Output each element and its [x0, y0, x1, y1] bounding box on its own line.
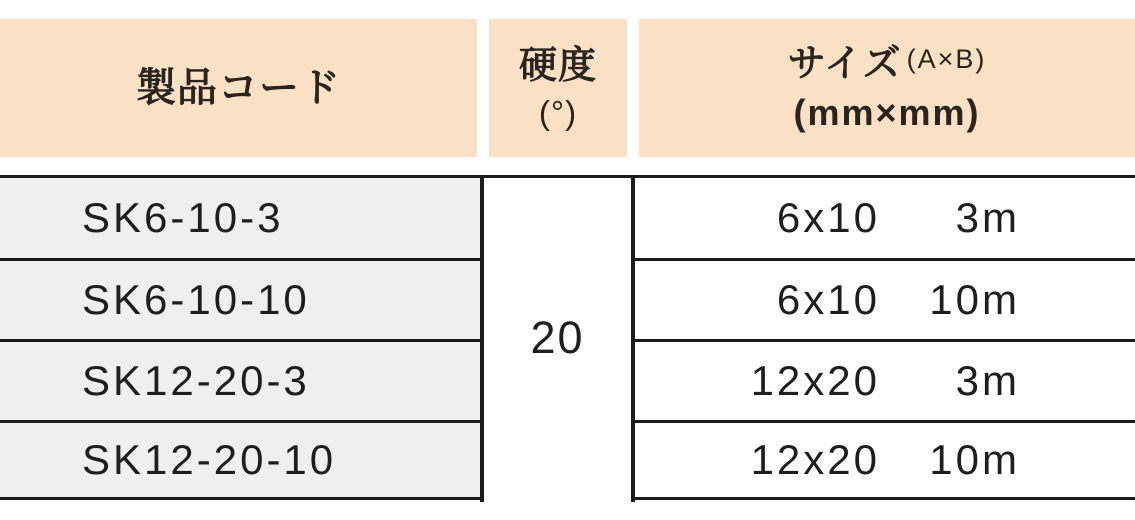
header-hardness-unit: (°) [538, 94, 578, 132]
size-length: 3m [955, 194, 1020, 241]
size-cell [635, 261, 1135, 339]
header-hardness-label: 硬度 [518, 44, 597, 87]
size-dimension: 6x10 [776, 194, 880, 241]
size-dimension: 12x20 [750, 357, 880, 404]
size-cell [635, 342, 1135, 420]
size-cell [635, 423, 1135, 497]
hardness-value-cell: 20 [484, 178, 631, 497]
product-code-cell: SK6-10-3 [0, 178, 480, 258]
product-code-cell: SK6-10-10 [0, 261, 480, 339]
header-size [639, 19, 1135, 157]
size-dimension: 12x20 [750, 436, 880, 483]
product-code-cell: SK12-20-3 [0, 342, 480, 420]
size-length: 10m [929, 436, 1020, 483]
size-length: 3m [955, 357, 1020, 404]
header-product-code-label: 製品コード [136, 65, 341, 110]
size-cell [635, 178, 1135, 258]
header-size-sub-label: (A×B) [906, 43, 987, 74]
header-product-code [0, 19, 477, 157]
product-code-cell: SK12-20-10 [0, 423, 480, 497]
header-size-unit: (mm×mm) [793, 92, 981, 134]
header-size-label: サイズ [787, 42, 902, 85]
table-bottom-border-left [0, 497, 484, 500]
table-bottom-border-right [631, 497, 1135, 500]
size-dimension: 6x10 [776, 276, 880, 323]
size-length: 10m [929, 276, 1020, 323]
header-hardness [489, 19, 627, 157]
